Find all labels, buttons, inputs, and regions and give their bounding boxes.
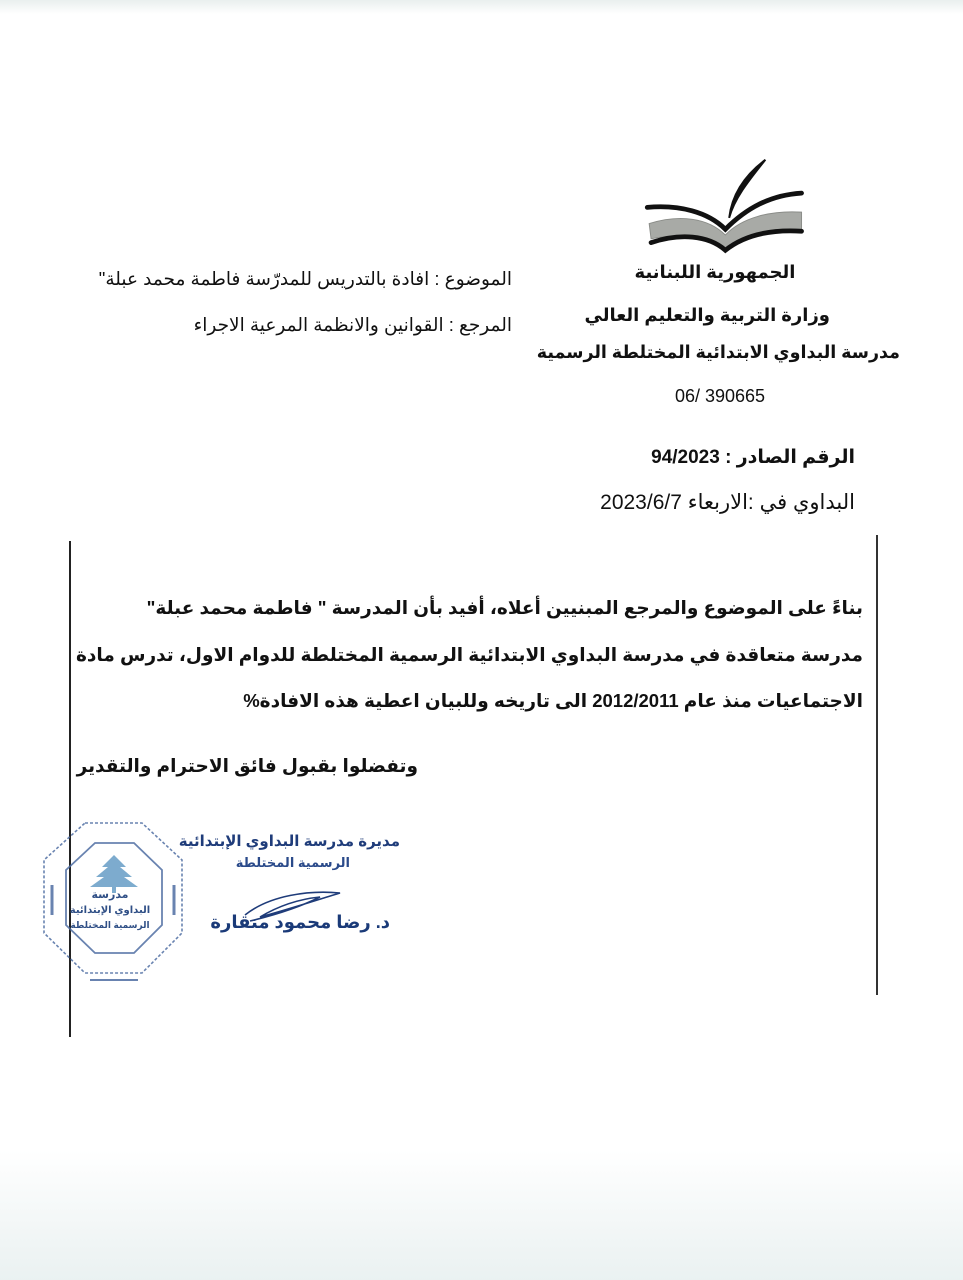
subject-label: الموضوع : — [434, 268, 512, 289]
body-line-1: بناءً على الموضوع والمرجع المبنيين أعلاه، أفيد بأن المدرسة " فاطمة محمد عبلة" — [146, 597, 863, 618]
signatory-subtitle: الرسمية المختلطة — [235, 855, 350, 870]
body-line-2: مدرسة متعاقدة في مدرسة البداوي الابتدائية الرسمية المختلطة للدوام الاول، تدرس مادة — [75, 644, 863, 665]
scan-edge-bottom — [0, 1150, 963, 1280]
reference-label: المرجع : — [448, 314, 512, 335]
republic-name: الجمهورية اللبنانية — [634, 262, 796, 282]
date-line — [530, 490, 855, 515]
subject-line — [50, 268, 512, 290]
issue-number-line — [560, 446, 855, 469]
scan-edge-top — [0, 0, 963, 14]
signatory-name: د. رضا محمود منقارة — [210, 912, 390, 932]
school-phone: 06/ 390665 — [674, 386, 766, 406]
open-book-with-quill-icon — [640, 155, 805, 255]
ministry-name: وزارة التربية والتعليم العالي — [584, 305, 830, 325]
body-line-3-suffix: الى تاريخه وللبيان اعطية هذه الافادة% — [243, 690, 588, 711]
reference-text: القوانين والانظمة المرعية الاجراء — [193, 314, 444, 335]
date-value: 2023/6/7 — [600, 491, 682, 514]
issue-number: 94/2023 — [651, 447, 720, 468]
closing-line: وتفضلوا بقبول فائق الاحترام والتقدير — [76, 755, 418, 776]
service-start-year: 2012/2011 — [592, 690, 679, 711]
school-name: مدرسة البداوي الابتدائية المختلطة الرسمية — [536, 342, 900, 362]
right-margin-line — [876, 535, 878, 995]
stamp-line-1: مدرسة — [91, 889, 129, 901]
subject-text: افادة بالتدريس للمدرّسة فاطمة محمد عبلة" — [98, 268, 430, 289]
signatory-title: مديرة مدرسة البداوي الإبتدائية — [178, 833, 400, 850]
body-line-3-prefix: الاجتماعيات منذ عام — [683, 690, 863, 711]
stamp-line-2: البداوي الإبتدائية — [69, 905, 151, 916]
issue-label: الرقم الصادر : — [725, 447, 855, 468]
reference-line — [50, 314, 512, 336]
stamp-line-3: الرسمية المختلطة — [70, 920, 150, 930]
body-line-3 — [120, 690, 863, 712]
date-label: البداوي في :الاربعاء — [687, 491, 855, 514]
